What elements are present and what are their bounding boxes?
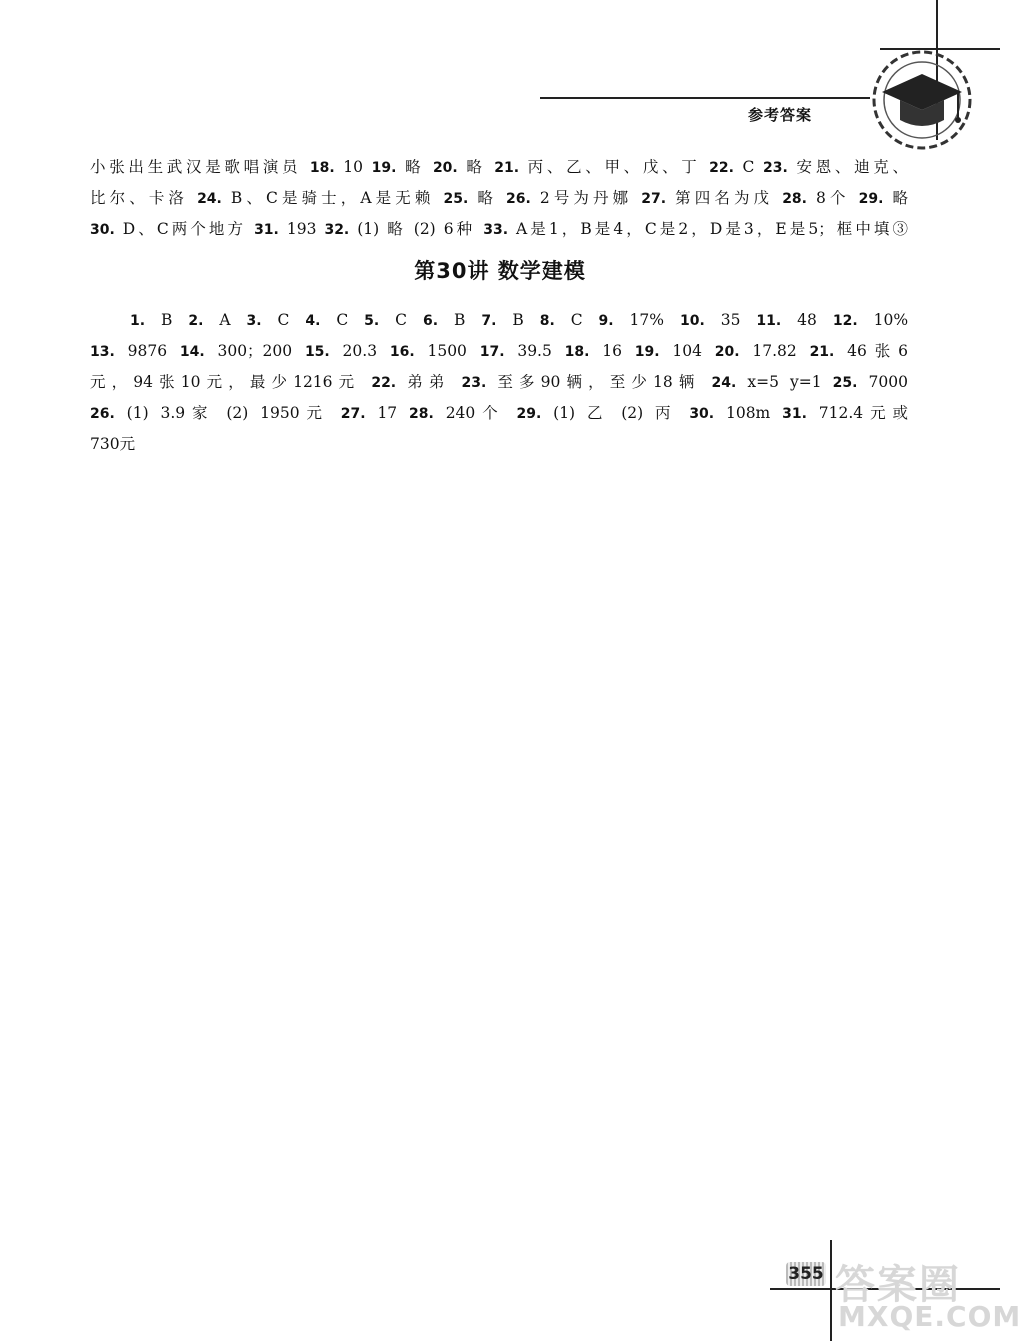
- question-number: 13.: [90, 344, 115, 360]
- question-number: 23.: [763, 160, 788, 176]
- question-number: 16.: [389, 344, 415, 360]
- question-number: 5.: [364, 313, 380, 329]
- answer-text: 10: [334, 158, 372, 176]
- question-number: 14.: [179, 344, 205, 360]
- answer-text: B、C是骑士，A是无赖: [221, 189, 444, 207]
- answer-text: 300；200: [204, 342, 305, 360]
- question-number: 17.: [479, 344, 505, 360]
- answer-text: 略: [457, 158, 495, 176]
- answer-text: 193: [278, 220, 325, 238]
- answer-text: 17.82: [739, 342, 810, 360]
- question-number: 21.: [809, 344, 835, 360]
- answer-text: 略: [468, 189, 507, 207]
- question-number: 8.: [539, 313, 555, 329]
- question-number: 18.: [564, 344, 590, 360]
- question-number: 3.: [246, 313, 262, 329]
- question-number: 15.: [304, 344, 330, 360]
- answer-text: 240个: [433, 404, 517, 422]
- footer-margin-rule: [830, 1240, 832, 1341]
- question-number: 24.: [711, 375, 737, 391]
- answer-text: B: [145, 311, 189, 329]
- answer-text: C: [379, 311, 423, 329]
- answer-text: 7000: [857, 373, 908, 391]
- answer-text: C: [554, 311, 599, 329]
- answer-text: 39.5: [504, 342, 565, 360]
- answer-text: 108m: [714, 404, 783, 422]
- answer-text: 略: [883, 189, 908, 207]
- question-number: 10.: [679, 313, 705, 329]
- header-label: 参考答案: [748, 106, 813, 124]
- answer-text: 20.3: [329, 342, 390, 360]
- answer-text: (1) 3.9家 (2) 1950元: [114, 404, 341, 422]
- answer-line: [90, 305, 908, 336]
- section-answers: [90, 305, 908, 460]
- answer-line: [90, 398, 908, 429]
- question-number: 21.: [494, 160, 520, 176]
- question-number: 33.: [483, 222, 509, 238]
- question-number: 12.: [832, 313, 858, 329]
- question-number: 7.: [481, 313, 497, 329]
- answer-text: 安恩、迪克、: [787, 158, 908, 176]
- answer-text: 35: [704, 311, 757, 329]
- question-number: 19.: [371, 160, 397, 176]
- watermark-url: MXQE.COM: [838, 1300, 1021, 1333]
- answer-text: 2号为丹娜: [530, 189, 642, 207]
- question-number: 31.: [782, 406, 807, 422]
- page-number: 355: [786, 1262, 826, 1286]
- answer-text: 46张6: [834, 342, 908, 360]
- answer-text: 1500: [414, 342, 480, 360]
- watermark-logo: 答案圈: [835, 1262, 961, 1308]
- section-title: 第30讲 数学建模: [414, 259, 586, 283]
- question-number: 19.: [634, 344, 660, 360]
- answer-text: 元，94张10元，最少1216元: [90, 373, 372, 391]
- question-number: 20.: [432, 160, 458, 176]
- answer-text: 9876: [114, 342, 180, 360]
- question-number: 32.: [324, 222, 350, 238]
- question-number: 4.: [305, 313, 321, 329]
- answer-line: [90, 183, 908, 214]
- question-number: 29.: [858, 191, 884, 207]
- answer-text: 第四名为戊: [666, 189, 783, 207]
- question-number: 20.: [714, 344, 740, 360]
- answer-text: 712.4元或: [806, 404, 908, 422]
- answer-line: [90, 429, 908, 460]
- question-number: 31.: [254, 222, 279, 238]
- previous-section-answers: [90, 152, 908, 245]
- answer-text: 8个: [807, 189, 859, 207]
- answer-text: 17: [365, 404, 410, 422]
- question-number: 1.: [130, 313, 146, 329]
- question-number: 11.: [756, 313, 782, 329]
- answer-line: [90, 336, 908, 367]
- answer-text: B: [438, 311, 482, 329]
- graduation-cap-logo: [860, 30, 980, 160]
- answer-text: 略: [396, 158, 433, 176]
- answer-text: 17%: [613, 311, 680, 329]
- question-number: 27.: [340, 406, 366, 422]
- question-number: 6.: [423, 313, 439, 329]
- question-number: 24.: [197, 191, 222, 207]
- question-number: 22.: [371, 375, 397, 391]
- answer-text: B: [496, 311, 540, 329]
- header-rule: [540, 97, 870, 99]
- answer-text: 弟弟: [396, 373, 462, 391]
- answer-text: 丙、乙、甲、戊、丁: [519, 158, 710, 176]
- answer-text: C: [733, 158, 764, 176]
- question-number: 26.: [506, 191, 531, 207]
- answer-text: D、C两个地方: [114, 220, 255, 238]
- question-number: 27.: [641, 191, 667, 207]
- answer-text: C: [320, 311, 365, 329]
- question-number: 25.: [832, 375, 858, 391]
- answer-text: 48: [781, 311, 833, 329]
- answer-text: 730元: [90, 435, 136, 453]
- question-number: 28.: [409, 406, 434, 422]
- question-number: 2.: [188, 313, 204, 329]
- question-number: 22.: [709, 160, 734, 176]
- answer-text: 小张出生武汉是歌唱演员: [90, 158, 310, 176]
- answer-text: A是1，B是4，C是2，D是3，E是5；框中填③: [508, 220, 908, 238]
- question-number: 26.: [90, 406, 115, 422]
- answer-text: C: [261, 311, 306, 329]
- question-number: 25.: [443, 191, 469, 207]
- answer-line: [90, 214, 908, 245]
- answer-text: (1) 乙 (2) 丙: [541, 404, 690, 422]
- question-number: 30.: [90, 222, 115, 238]
- answer-text: 10%: [857, 311, 909, 329]
- answer-text: 104: [659, 342, 715, 360]
- question-number: 23.: [461, 375, 487, 391]
- answer-line: [90, 367, 908, 398]
- question-number: 30.: [689, 406, 715, 422]
- answer-text: x=5 y=1: [736, 373, 833, 391]
- question-number: 29.: [516, 406, 542, 422]
- answer-line: [90, 152, 908, 183]
- question-number: 18.: [309, 160, 335, 176]
- answer-text: 至多90辆，至少18辆: [486, 373, 712, 391]
- answer-text: 16: [589, 342, 635, 360]
- question-number: 9.: [598, 313, 614, 329]
- question-number: 28.: [782, 191, 807, 207]
- answer-text: (1) 略 (2) 6种: [349, 220, 484, 238]
- answer-text: 比尔、卡洛: [90, 189, 198, 207]
- answer-text: A: [203, 311, 247, 329]
